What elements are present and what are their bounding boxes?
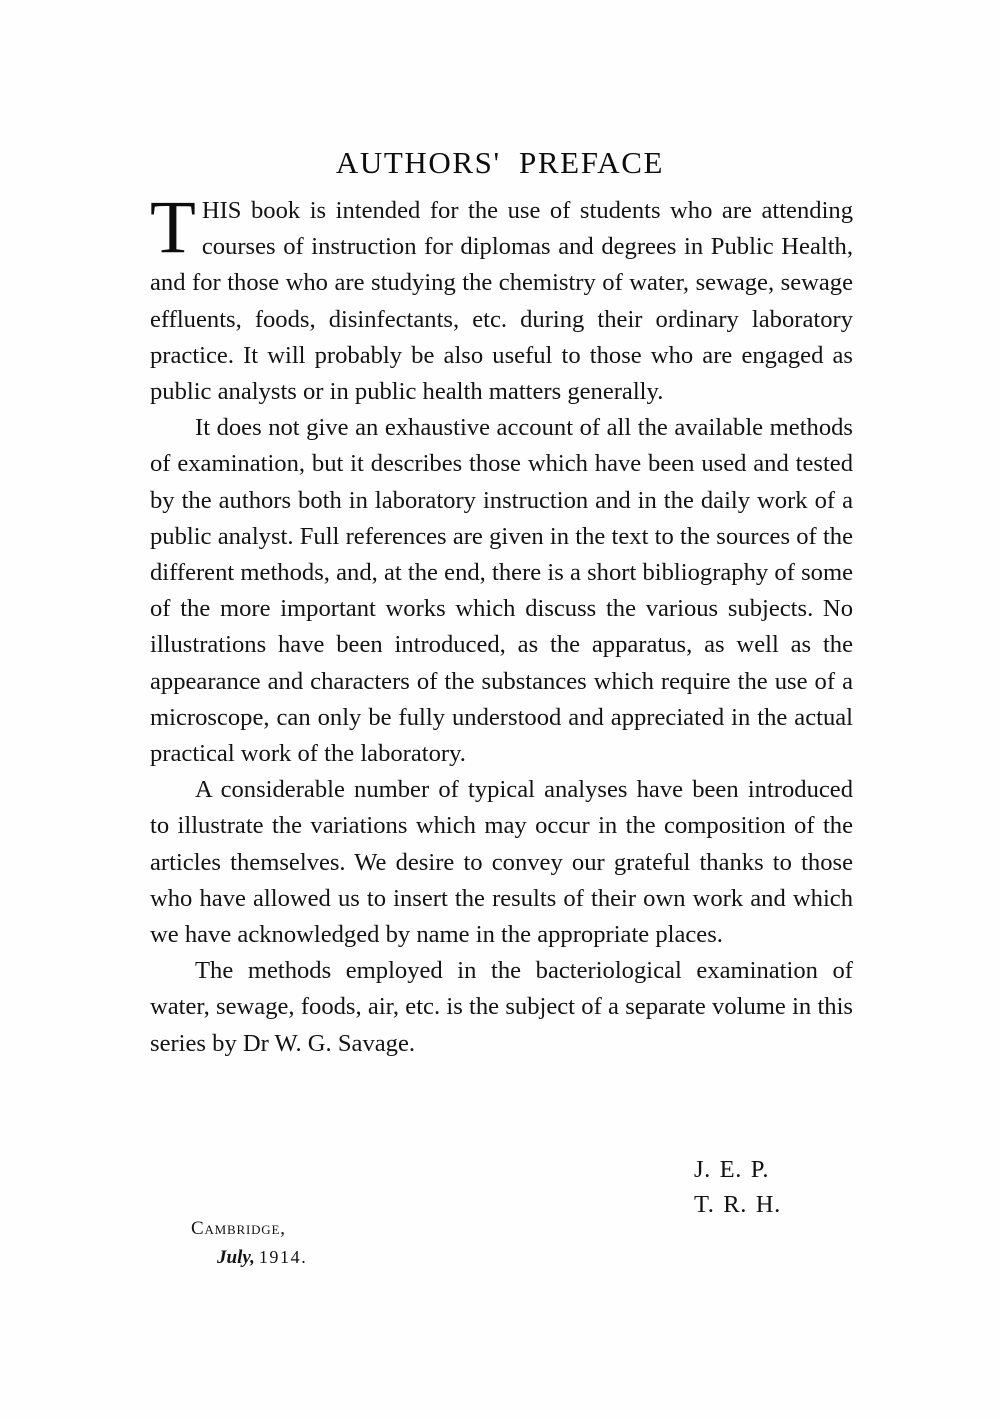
colophon-month: July, bbox=[217, 1247, 255, 1268]
drop-cap-letter: T bbox=[150, 186, 196, 269]
paragraph-2: It does not give an exhaustive account of all the available methods of examination, but it describes those which have been used and tested by the authors both in laboratory instruction and in the daily work of a public analyst. Full references are given in the text to the sources of the different methods, and, at the end, there is a short bibliography of some of the more important works which discuss the various subjects. No illustrations have been introduced, as the apparatus, as well as the appearance and characters of the substances which require the use of a microscope, can only be fully understood and appreciated in the actual practical work of the laboratory. bbox=[150, 414, 853, 768]
paragraph-4: The methods employed in the bacteriological examination of water, sewage, foods, air, etc. is the subject of a separate volume in this series by Dr W. G. Savage. bbox=[150, 957, 853, 1057]
colophon-place: Cambridge, bbox=[191, 1218, 286, 1239]
paragraph-1 bbox=[150, 186, 853, 410]
signature-first-author: J. E. P. bbox=[694, 1156, 770, 1183]
author-signatures bbox=[694, 1152, 781, 1222]
page-title: AUTHORS' PREFACE bbox=[335, 144, 665, 180]
colophon-date bbox=[217, 1244, 307, 1271]
body-text-column bbox=[150, 186, 853, 1062]
colophon-year: 1914. bbox=[258, 1247, 308, 1267]
paragraph-1-text: HIS book is intended for the use of students who are attending courses of instruction for diplomas and degrees in Public Health, and for those who are studying the chemistry of water, sewage, sewage effluents, foods, disinfectants, etc. during their ordinary laboratory practice. It will probably be also useful to those who are engaged as public analysts or in public health matters generally. bbox=[150, 197, 853, 406]
signature-second-author: T. R. H. bbox=[694, 1191, 781, 1218]
colophon bbox=[191, 1216, 307, 1271]
paragraph-3: A considerable number of typical analyses have been introduced to illustrate the variations which may occur in the composition of the articles themselves. We desire to convey our grateful thanks to those who have allowed us to insert the results of their own work and which we have acknowledged by name in the appropriate places. bbox=[150, 776, 853, 949]
